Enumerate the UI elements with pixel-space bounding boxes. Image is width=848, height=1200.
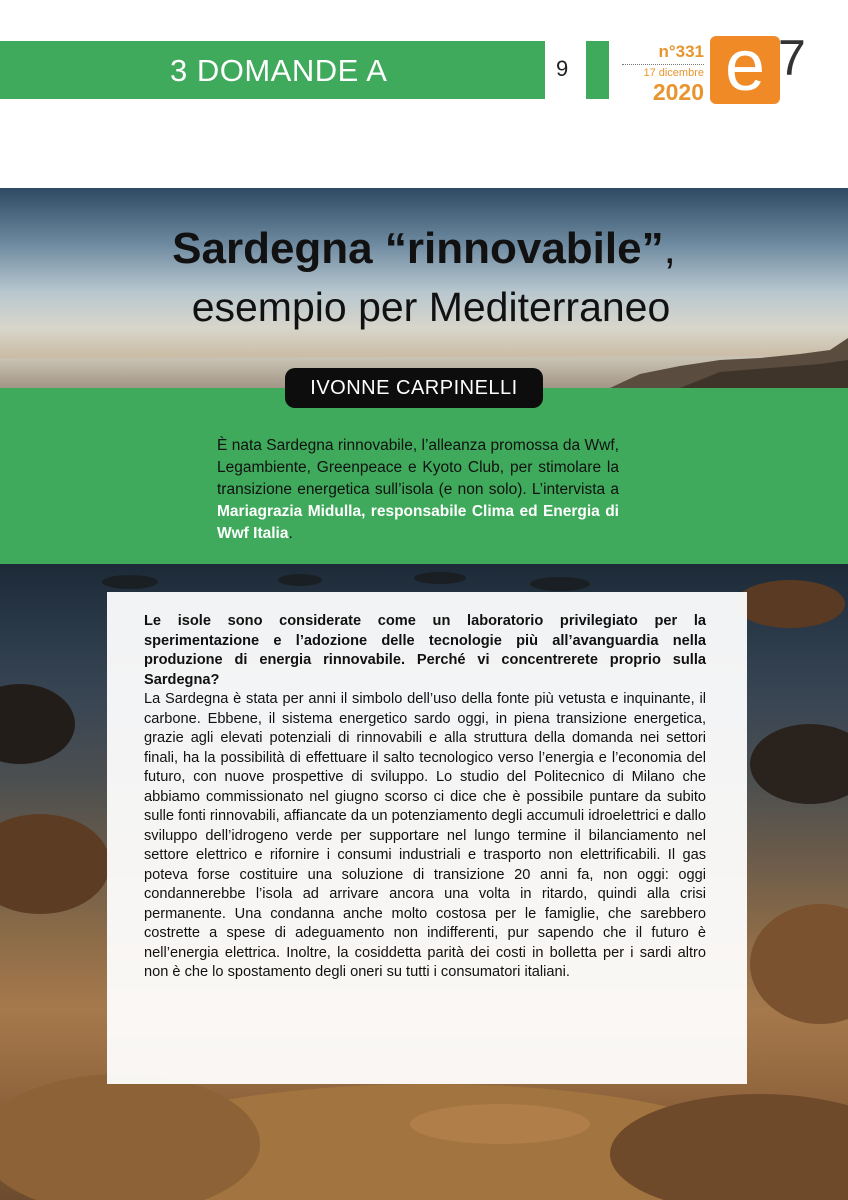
interview-answer: La Sardegna è stata per anni il simbolo dell’uso della fonte più vetusta e inquinante, il carbone. Ebbene, il sistema energetico sardo oggi, in piena transizione energetica, grazie agli elevati potenziali di rinnovabili e alla struttura della domanda nei settori finali, ha la possibilità di effettuare il salto tecnologico verso l’energia e l’economia del futuro, con nuove prospettive di sviluppo. Lo studio del Politecnico di Milano che abbiamo commissionato nel giugno scorso ci dice che è possibile puntare da subito sulle fonti rinnovabili, affiancate da un potenziamento degli accumuli idroelettrici e dallo sviluppo dell’idrogeno verde per supportare nel lungo termine il bilanciamento nel settore elettrico e rifornire i consumi industriali e trasporto non elettrificabili. Il gas poteva forse costituire una soluzione di transizione 20 anni fa, non oggi: oggi condannerebbe l’isola ad arrivare ancora una volta in ritardo, quindi alla crisi permanente. Una condanna anche molto costosa per le famiglie, che sarebbero costrette a spese di adeguamento non indifferenti, pur sapendo che il futuro è nell’energia elettrica. Inoltre, la cosiddetta parità dei costi in bolletta per i sardi altro non è che lo spostamento degli oneri su tutti i consumatori italiani. bbox=[144, 691, 706, 980]
issue-info bbox=[622, 42, 704, 104]
article-title-text: Sardegna “rinnovabile” bbox=[172, 224, 664, 273]
article-title bbox=[0, 222, 848, 276]
logo-number: 7 bbox=[778, 30, 806, 86]
lead-text: È nata Sardegna rinnovabile, l’alleanza promossa da Wwf, Legambiente, Greenpeace e Kyoto Club, per stimolare la transizione energetica sull’isola (e non solo). L’intervista a bbox=[217, 437, 619, 498]
article-title-comma: , bbox=[663, 224, 676, 273]
interview-question: Le isole sono considerate come un laboratorio privilegiato per la sperimentazione e l’adozione delle tecnologie più all’avanguardia nella produzione di energia rinnovabile. Perché vi concentrerete proprio sulla Sardegna? bbox=[144, 613, 706, 688]
article-subtitle: esempio per Mediterraneo bbox=[191, 284, 671, 330]
issue-year: 2020 bbox=[652, 79, 704, 105]
section-title: 3 DOMANDE A bbox=[170, 53, 388, 88]
lead-paragraph bbox=[217, 435, 619, 545]
page-number: 9 bbox=[556, 56, 569, 81]
issue-date: 17 dicembre bbox=[643, 67, 704, 79]
header-stripe bbox=[586, 41, 609, 99]
e7-logo bbox=[710, 26, 780, 106]
lead-end: . bbox=[288, 525, 293, 542]
issue-number: n°331 bbox=[622, 42, 704, 65]
interviewee-name: Mariagrazia Midulla, responsabile Clima ed Energia di Wwf Italia bbox=[217, 503, 619, 542]
logo-letter: e bbox=[724, 26, 766, 106]
author-badge: IVONNE CARPINELLI bbox=[285, 368, 543, 408]
